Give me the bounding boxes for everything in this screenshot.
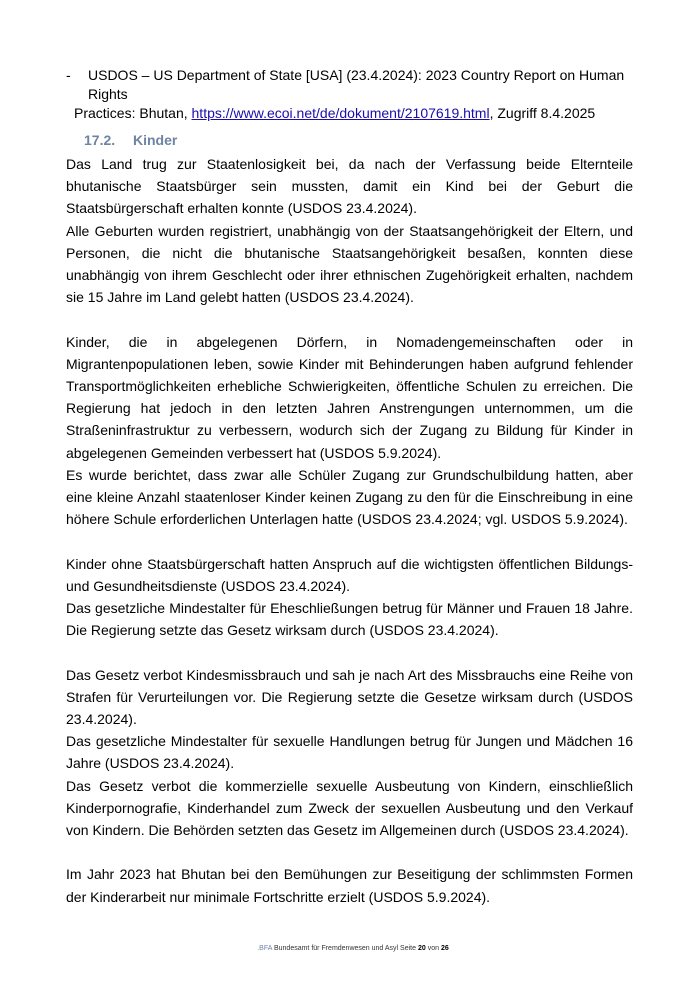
footer-page-total: 26 (440, 944, 449, 952)
section-number: 17.2. (84, 132, 116, 148)
paragraph: Das gesetzliche Mindestalter für sexuelle Handlungen betrug für Jungen und Mädchen 16 Jahre (USDOS 23.4.2024). (66, 733, 633, 772)
paragraph-gap (66, 841, 633, 863)
section-title: Kinder (133, 132, 178, 148)
footer-org: Bundesamt für Fremdenwesen und Asyl (273, 944, 399, 952)
paragraph-gap (66, 641, 633, 663)
paragraph: Das Land trug zur Staatenlosigkeit bei, da nach der Verfassung beide Elternteile bhutanische Staatsbürger sein mussten, damit ein Kind bei der Geburt die Staatsbürgerschaft erhalten konnte (USDOS 23.4.2024). (66, 156, 633, 217)
source-suffix: , Zugriff 8.4.2025 (489, 105, 596, 121)
footer-page-number: 20 (417, 944, 426, 952)
body-text (66, 153, 633, 908)
paragraph: Es wurde berichtet, dass zwar alle Schüler Zugang zur Grundschulbildung hatten, aber eine kleine Anzahl staatenloser Kinder keinen Zugang zu den für die Einschreibung in eine höhere Schule erforderlichen Unterlagen hatte (USDOS 23.4.2024; vgl. USDOS 5.9.2024). (66, 466, 633, 528)
paragraph: Im Jahr 2023 hat Bhutan bei den Bemühungen zur Beseitigung der schlimmsten Formen der Kinderarbeit nur minimale Fortschritte erzielt (USDOS 5.9.2024). (66, 866, 633, 905)
bullet: - (66, 67, 71, 83)
section-heading (84, 131, 640, 149)
source-line-2 (66, 104, 656, 123)
footer-page-label: Seite (400, 944, 417, 952)
paragraph: Das gesetzliche Mindestalter für Eheschließungen betrug für Männer und Frauen 18 Jahre. Die Regierung setzte das Gesetz wirksam durch (USDOS 23.4.2024). (66, 600, 633, 639)
source-reference (66, 66, 656, 123)
footer-of-label: von (427, 944, 440, 952)
source-line-1: USDOS – US Department of State [USA] (23.4.2024): 2023 Country Report on Human Rights (88, 67, 625, 102)
paragraph: Das Gesetz verbot die kommerzielle sexuelle Ausbeutung von Kindern, einschließlich Kinderpornografie, Kinderhandel zum Zweck der sexuellen Ausbeutung und den Verkauf von Kindern. Die Behörden setzten das Gesetz im Allgemeinen durch (USDOS 23.4.2024). (66, 777, 633, 839)
page-footer (66, 944, 640, 954)
bfa-logo: .BFA (257, 944, 273, 952)
paragraph-gap (66, 308, 633, 330)
paragraph: Alle Geburten wurden registriert, unabhängig von der Staatsangehörigkeit der Eltern, und Personen, die nicht die bhutanische Staatsangehörigkeit besaßen, konnten diese unabhängig von ihrem Geschlecht oder ihrer ethnischen Zugehörigkeit erhalten, nachdem sie 15 Jahre im Land gelebt hatten (USDOS 23.4.2024). (66, 222, 633, 306)
paragraph: Kinder, die in abgelegenen Dörfern, in Nomadengemeinschaften oder in Migrantenpopulationen leben, sowie Kinder mit Behinderungen haben aufgrund fehlender Transportmöglichkeiten erhebliche Schwierigkeiten, öffentliche Schulen zu erreichen. Die Regierung hat jedoch in den letzten Jahren Anstrengungen unternommen, um die Straßeninfrastruktur zu verbessern, wodurch sich der Zugang zu Bildung für Kinder in abgelegenen Gemeinden verbessert hat (USDOS 5.9.2024). (66, 333, 633, 461)
source-prefix: Practices: Bhutan, (74, 105, 192, 121)
source-link[interactable]: https://www.ecoi.net/de/dokument/2107619.html (191, 105, 490, 121)
paragraph: Kinder ohne Staatsbürgerschaft hatten Anspruch auf die wichtigsten öffentlichen Bildungs- und Gesundheitsdienste (USDOS 23.4.2024). (66, 555, 633, 594)
paragraph-gap (66, 530, 633, 552)
paragraph: Das Gesetz verbot Kindesmissbrauch und sah je nach Art des Missbrauchs eine Reihe von Strafen für Verurteilungen vor. Die Regierung setzte die Gesetze wirksam durch (USDOS 23.4.2024). (66, 666, 633, 728)
